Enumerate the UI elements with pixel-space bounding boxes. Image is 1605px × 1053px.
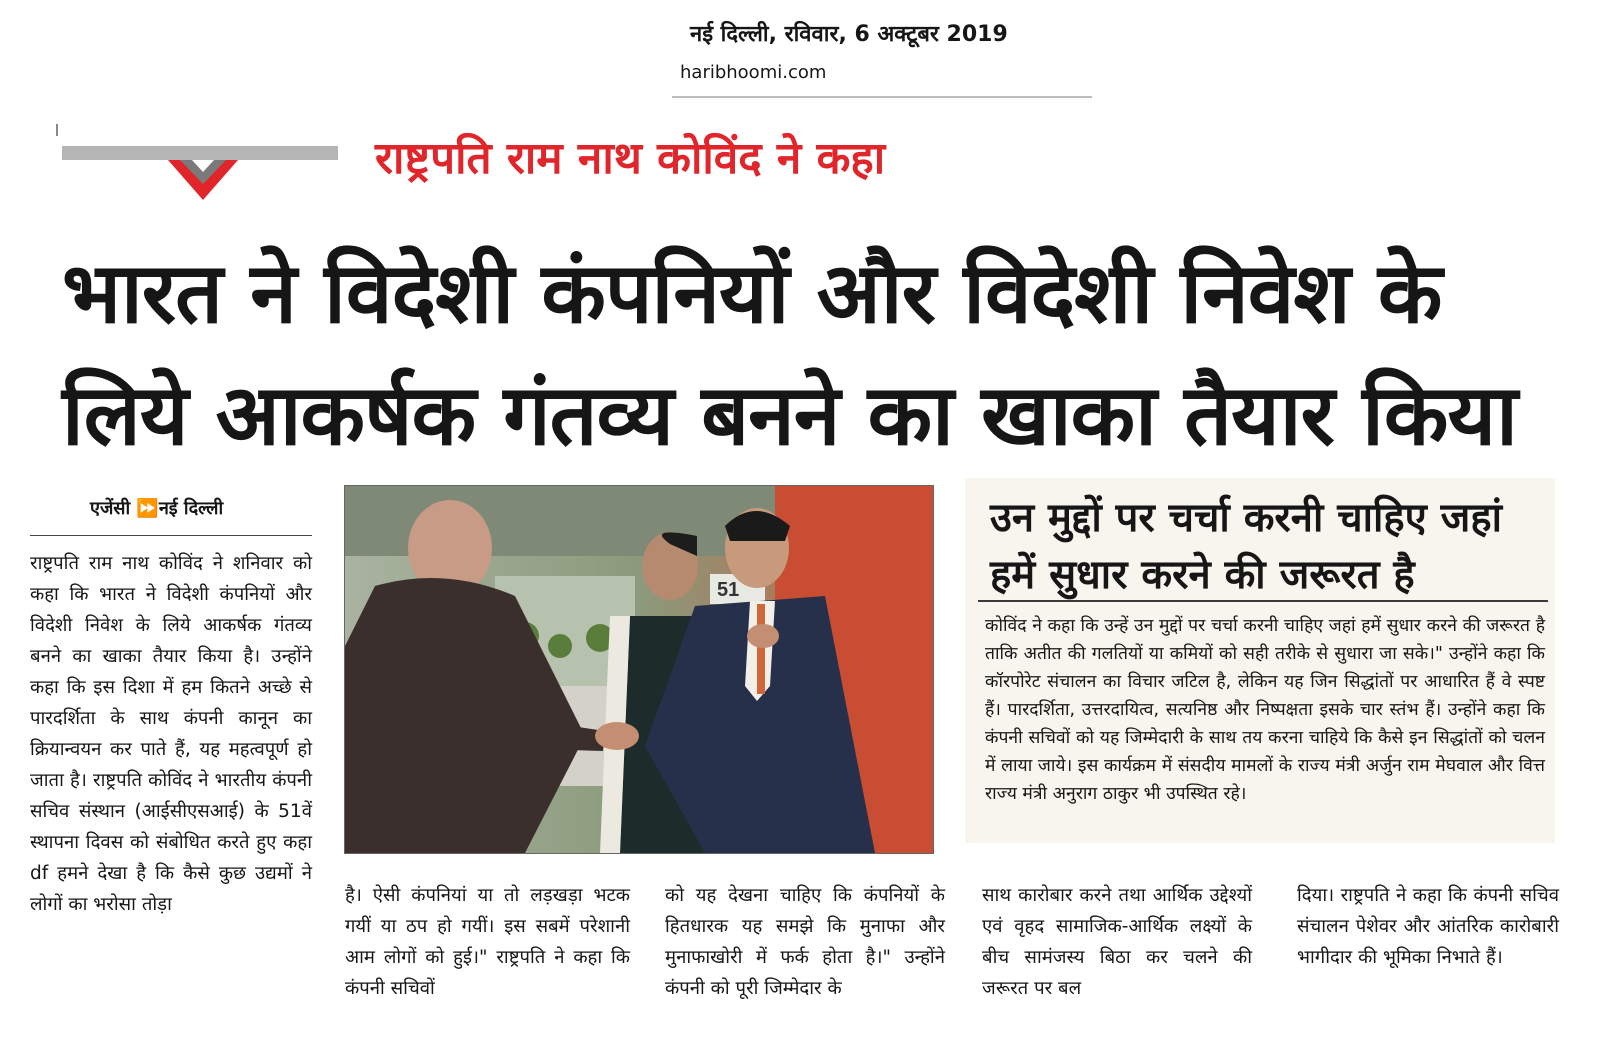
byline: एजेंसी ⏩नई दिल्ली <box>90 498 224 519</box>
article-column-3: को यह देखना चाहिए कि कंपनियों के हितधारक यह समझे कि मुनाफा और मुनाफाखोरी में फर्क होता है।" उन्होंने कंपनी को पूरी जिम्मेदार के <box>665 885 945 999</box>
masthead-site: haribhoomi.com <box>680 62 827 83</box>
headline-line-2: लिये आकर्षक गंतव्य बनने का खाका तैयार किया <box>62 366 1517 464</box>
chevron-down-icon <box>168 160 238 206</box>
box-subhead-line-2: हमें सुधार करने की जरूरत है <box>990 552 1415 598</box>
box-text: कोविंद ने कहा कि उन्हें उन मुद्दों पर चर्चा करनी चाहिए जहां हमें सुधार करने की जरूरत है ताकि अतीत की गलतियों या कमियों को सही तरीके से सुधारा जा सके।" उन्होंने कहा कि कॉरपोरेट संचालन का विचार जटिल है, लेकिन यह जिन सिद्धांतों पर आधारित हैं वे स्पष्ट हैं। पारदर्शिता, उत्तरदायित्व, सत्यनिष्ठ और निष्पक्षता इसके चार स्तंभ हैं। उन्होंने कहा कि कंपनी सचिवों को यह जिम्मेदारी के साथ तय करना चाहिये कि कैसे इन सिद्धांतों को चलन में लाया जाये। इस कार्यक्रम में संसदीय मामलों के राज्य मंत्री अर्जुन राम मेघवाल और वित्त राज्य मंत्री अनुराग ठाकुर भी उपस्थित रहे। <box>985 616 1545 804</box>
headline-line-1: भारत ने विदेशी कंपनियों और विदेशी निवेश के <box>62 244 1442 342</box>
box-subhead-line-1: उन मुद्दों पर चर्चा करनी चाहिए जहां <box>990 495 1502 541</box>
article-column-1: राष्ट्रपति राम नाथ कोविंद ने शनिवार को कहा कि भारत ने विदेशी कंपनियों और विदेशी निवेश के लिये आकर्षक गंतव्य बनने का खाका तैयार किया है। उन्होंने कहा कि इस दिशा में हम कितने अच्छे से पारदर्शिता के साथ कंपनी कानून का क्रियान्वयन कर पाते हैं, यह महत्वपूर्ण हो जाता है। राष्ट्रपति कोविंद ने भारतीय कंपनी सचिव संस्थान (आईसीएसआई) के 51वें स्थापना दिवस को संबोधित करते हुए कहा df हमने देखा है कि कैसे कुछ उद्यमों ने लोगों का भरोसा तोड़ा <box>30 553 312 915</box>
handshake-photo-illustration <box>345 486 933 853</box>
box-divider <box>978 600 1548 602</box>
article-column-4: साथ कारोबार करने तथा आर्थिक उद्देश्यों एवं वृहद सामाजिक-आर्थिक लक्ष्यों के बीच सामंजस्य बिठा कर चलने की जरूरत पर बल <box>982 885 1252 999</box>
masthead-date: नई दिल्ली, रविवार, 6 अक्टूबर 2019 <box>690 22 1008 47</box>
crop-mark <box>56 124 58 136</box>
kicker-title: राष्ट्रपति राम नाथ कोविंद ने कहा <box>375 133 886 184</box>
kicker-bar <box>62 146 338 160</box>
news-photo <box>344 485 934 854</box>
article-column-2: है। ऐसी कंपनियां या तो लड़खड़ा भटक गयीं या ठप हो गयीं। इस सबमें परेशानी आम लोगों को हुई।" राष्ट्रपति ने कहा कि कंपनी सचिवों <box>345 885 630 999</box>
byline-divider <box>30 535 312 536</box>
photo-sign-text: 51 <box>717 579 740 601</box>
article-column-5: दिया। राष्ट्रपति ने कहा कि कंपनी सचिव संचालन पेशेवर और आंतरिक कारोबारी भागीदार की भूमिका निभाते हैं। <box>1297 885 1559 968</box>
masthead-divider <box>672 96 1092 98</box>
